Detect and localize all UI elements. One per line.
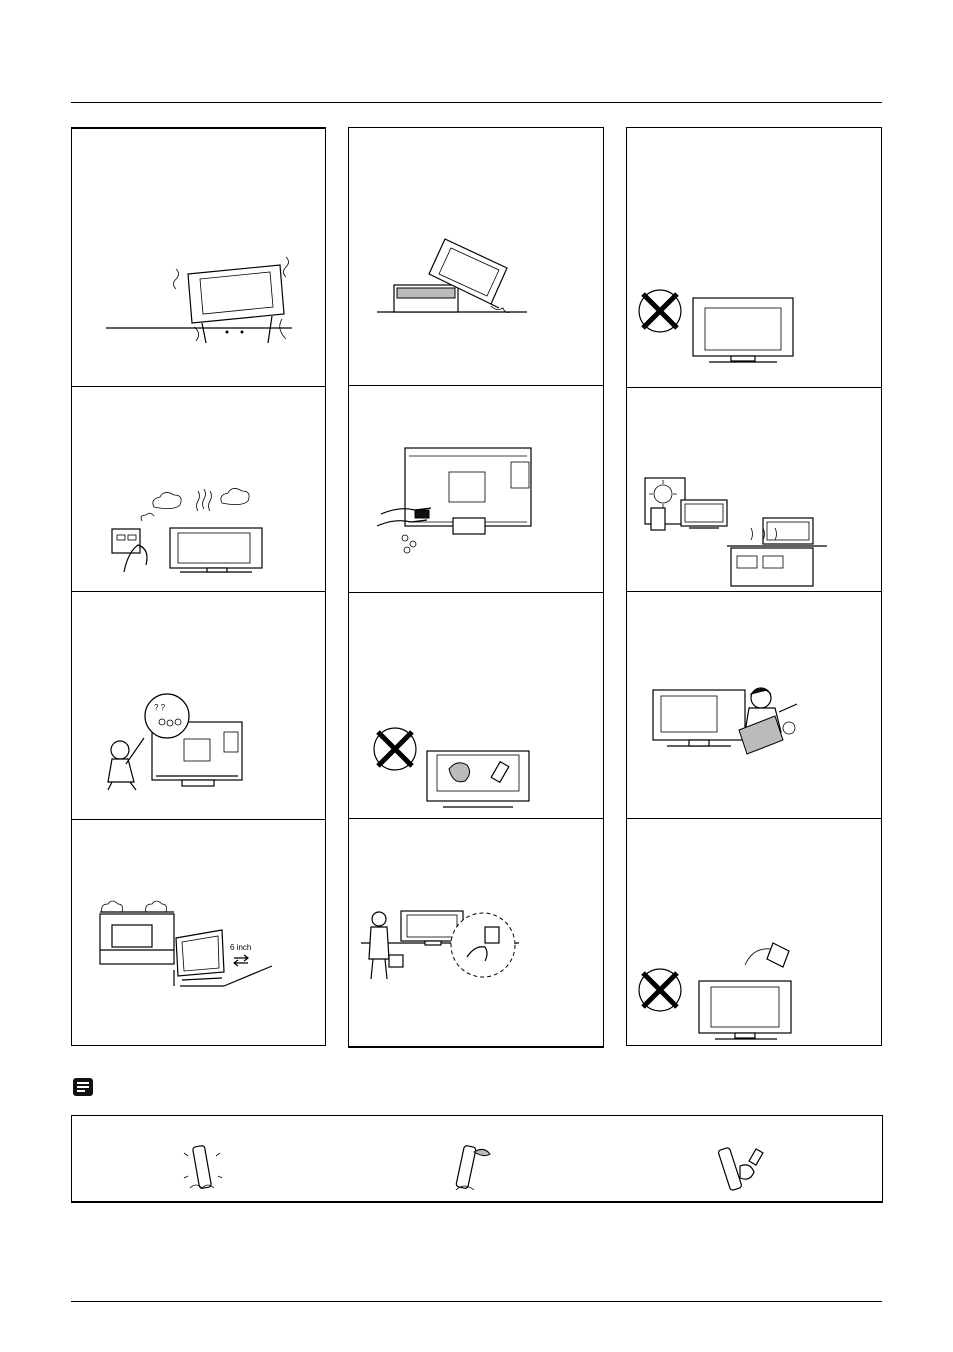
illustration-avoid-heat-sources	[627, 387, 881, 592]
tv-technician-icon	[627, 592, 883, 819]
illustration-wall-clearance	[72, 819, 325, 1049]
illustration-no-spray-cleaner	[349, 592, 603, 819]
svg-text:? ?: ? ?	[154, 703, 166, 712]
tv-falling-icon	[349, 128, 605, 385]
tv-no-spray-icon	[349, 593, 605, 819]
illustration-unstable-stand	[72, 129, 325, 386]
tv-no-placement-icon	[627, 128, 883, 387]
tv-unplug-away-icon	[349, 819, 605, 1050]
remote-wipe-icon	[718, 1147, 763, 1191]
tv-smoke-unplug-icon	[72, 387, 327, 592]
tv-heat-sources-icon	[627, 388, 883, 592]
illustration-no-liquids	[627, 818, 881, 1048]
tv-back-confused-icon	[72, 592, 327, 820]
remote-water-icon	[456, 1145, 490, 1190]
tv-clearance-icon	[72, 820, 327, 1049]
tv-back-cable-icon	[349, 386, 605, 593]
clearance-label: 6 inch	[230, 943, 252, 952]
illustration-tv-falling	[349, 128, 603, 385]
illustration-no-improper-placement	[627, 128, 881, 387]
safety-column-2	[348, 127, 604, 1048]
safety-column-1	[71, 127, 326, 1046]
header-rule	[71, 102, 882, 103]
tv-shaking-icon	[72, 129, 327, 386]
note-icon	[73, 1078, 93, 1096]
illustration-unplug-when-smoke	[72, 386, 325, 592]
safety-column-3	[626, 127, 882, 1046]
illustration-do-not-open-back	[72, 591, 325, 820]
remote-care-panel	[71, 1115, 883, 1203]
illustration-tv-back-cable	[349, 385, 603, 593]
illustration-qualified-service	[627, 591, 881, 819]
tv-no-liquid-icon	[627, 819, 883, 1048]
illustration-unplug-when-away	[349, 818, 603, 1050]
remote-care-illustrations	[72, 1116, 884, 1204]
remote-drop-icon	[184, 1145, 222, 1188]
footer-rule	[71, 1301, 882, 1302]
